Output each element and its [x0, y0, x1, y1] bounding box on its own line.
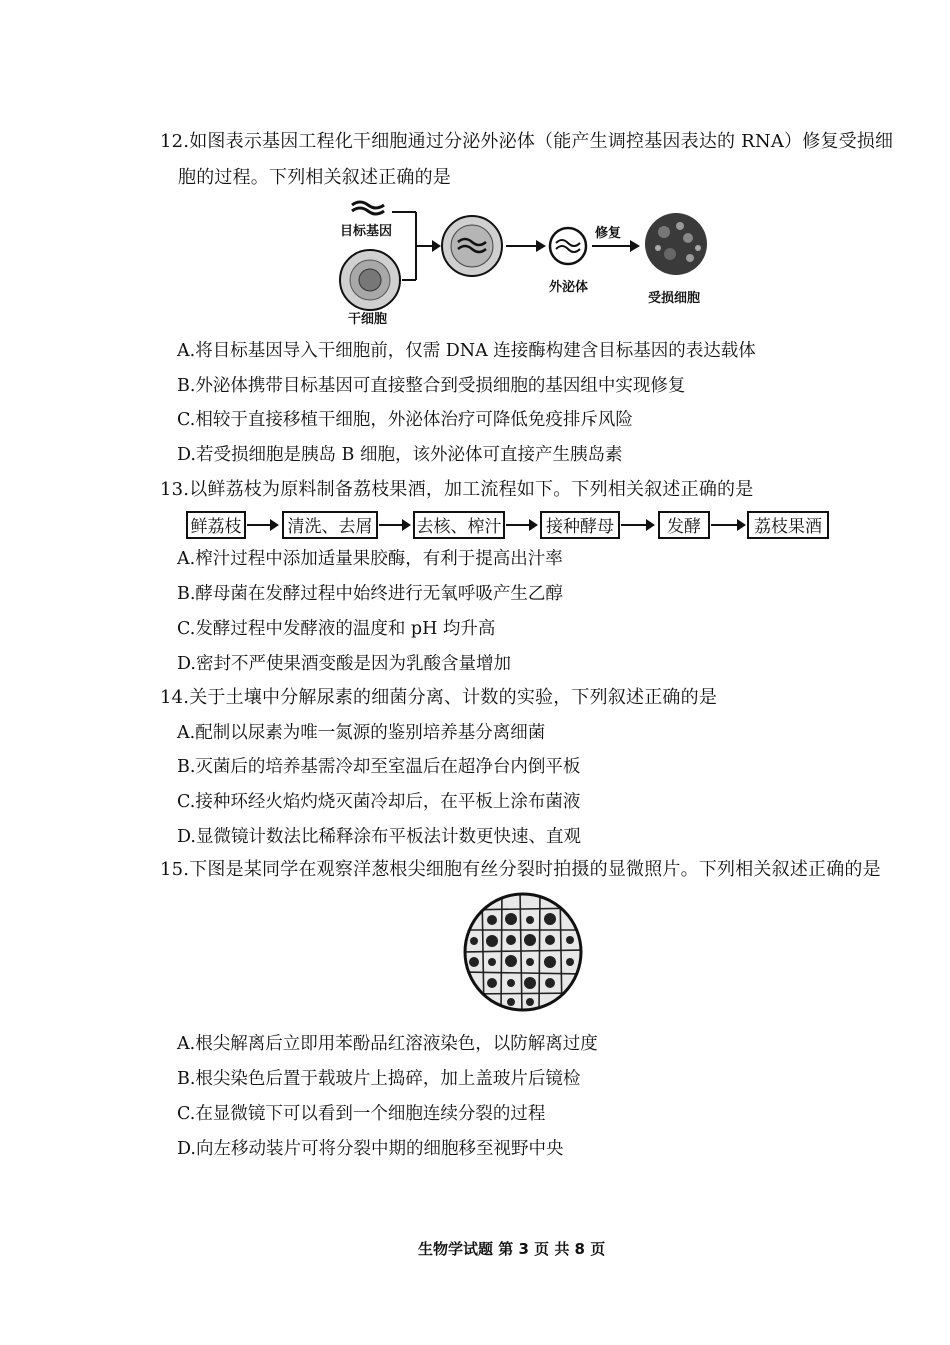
- damaged-cell-icon: [645, 213, 707, 275]
- q12-option-a: A.将目标基因导入干细胞前，仅需 DNA 连接酶构建含目标基因的表达载体: [177, 341, 756, 361]
- q15-stem: 15.下图是某同学在观察洋葱根尖细胞有丝分裂时拍摄的显微照片。下列相关叙述正确的是: [160, 859, 881, 880]
- q12-option-b: B.外泌体携带目标基因可直接整合到受损细胞的基因组中实现修复: [177, 376, 686, 396]
- q13-stem: 13.以鲜荔枝为原料制备荔枝果酒，加工流程如下。下列相关叙述正确的是: [160, 479, 754, 500]
- stem-cell-icon: [340, 250, 400, 310]
- q14-option-c: C.接种环经火焰灼烧灭菌冷却后，在平板上涂布菌液: [177, 792, 581, 812]
- q13-option-c: C.发酵过程中发酵液的温度和 pH 均升高: [177, 619, 496, 639]
- q14-option-a: A.配制以尿素为唯一氮源的鉴别培养基分离细菌: [177, 723, 546, 743]
- q15-option-c: C.在显微镜下可以看到一个细胞连续分裂的过程: [177, 1104, 546, 1124]
- q12-stem-line1: 12.如图表示基因工程化干细胞通过分泌外泌体（能产生调控基因表达的 RNA）修复受损细: [160, 131, 894, 152]
- q12-diagram-graphics: [330, 196, 730, 326]
- flow-arrow-5: [711, 524, 744, 526]
- q13-option-b: B.酵母菌在发酵过程中始终进行无氧呼吸产生乙醇: [177, 584, 563, 604]
- label-repair: 修复: [595, 226, 622, 241]
- q14-option-b: B.灭菌后的培养基需冷却至室温后在超净台内倒平板: [177, 757, 581, 777]
- flow-step-6: 荔枝果酒: [747, 511, 829, 539]
- label-stem-cell: 干细胞: [348, 312, 388, 327]
- micrograph-image: [462, 890, 584, 1014]
- flow-arrow-1: [247, 524, 277, 526]
- q15-option-a: A.根尖解离后立即用苯酚品红溶液染色，以防解离过度: [177, 1034, 598, 1054]
- q13-option-a: A.榨汁过程中添加适量果胶酶，有利于提高出汁率: [177, 549, 563, 569]
- page-footer: 生物学试题 第 3 页 共 8 页: [418, 1240, 606, 1258]
- q12-option-c: C.相较于直接移植干细胞，外泌体治疗可降低免疫排斥风险: [177, 410, 633, 430]
- q15-option-b: B.根尖染色后置于载玻片上捣碎，加上盖玻片后镜检: [177, 1069, 581, 1089]
- flow-arrow-2: [379, 524, 409, 526]
- q14-stem: 14.关于土壤中分解尿素的细菌分离、计数的实验，下列叙述正确的是: [160, 687, 718, 708]
- flow-step-1: 鲜荔枝: [186, 511, 246, 539]
- label-target-gene: 目标基因: [340, 224, 393, 239]
- flow-step-3: 去核、榨汁: [413, 511, 505, 539]
- q13-option-d: D.密封不严使果酒变酸是因为乳酸含量增加: [177, 654, 511, 674]
- engineered-cell-icon: [442, 216, 502, 276]
- flow-step-2: 清洗、去屑: [282, 511, 378, 539]
- flow-arrow-4: [621, 524, 653, 526]
- dna-icon: [352, 202, 384, 214]
- label-exosome: 外泌体: [549, 280, 589, 295]
- label-damaged-cell: 受损细胞: [648, 291, 701, 306]
- flow-step-5: 发酵: [658, 511, 710, 539]
- q12-stem-line2: 胞的过程。下列相关叙述正确的是: [178, 167, 451, 188]
- q14-option-d: D.显微镜计数法比稀释涂布平板法计数更快速、直观: [177, 827, 581, 847]
- flow-step-4: 接种酵母: [540, 511, 620, 539]
- q12-option-d: D.若受损细胞是胰岛 B 细胞，该外泌体可直接产生胰岛素: [177, 445, 623, 465]
- q15-option-d: D.向左移动装片可将分裂中期的细胞移至视野中央: [177, 1139, 564, 1159]
- exosome-icon: [550, 228, 586, 264]
- flow-arrow-3: [506, 524, 536, 526]
